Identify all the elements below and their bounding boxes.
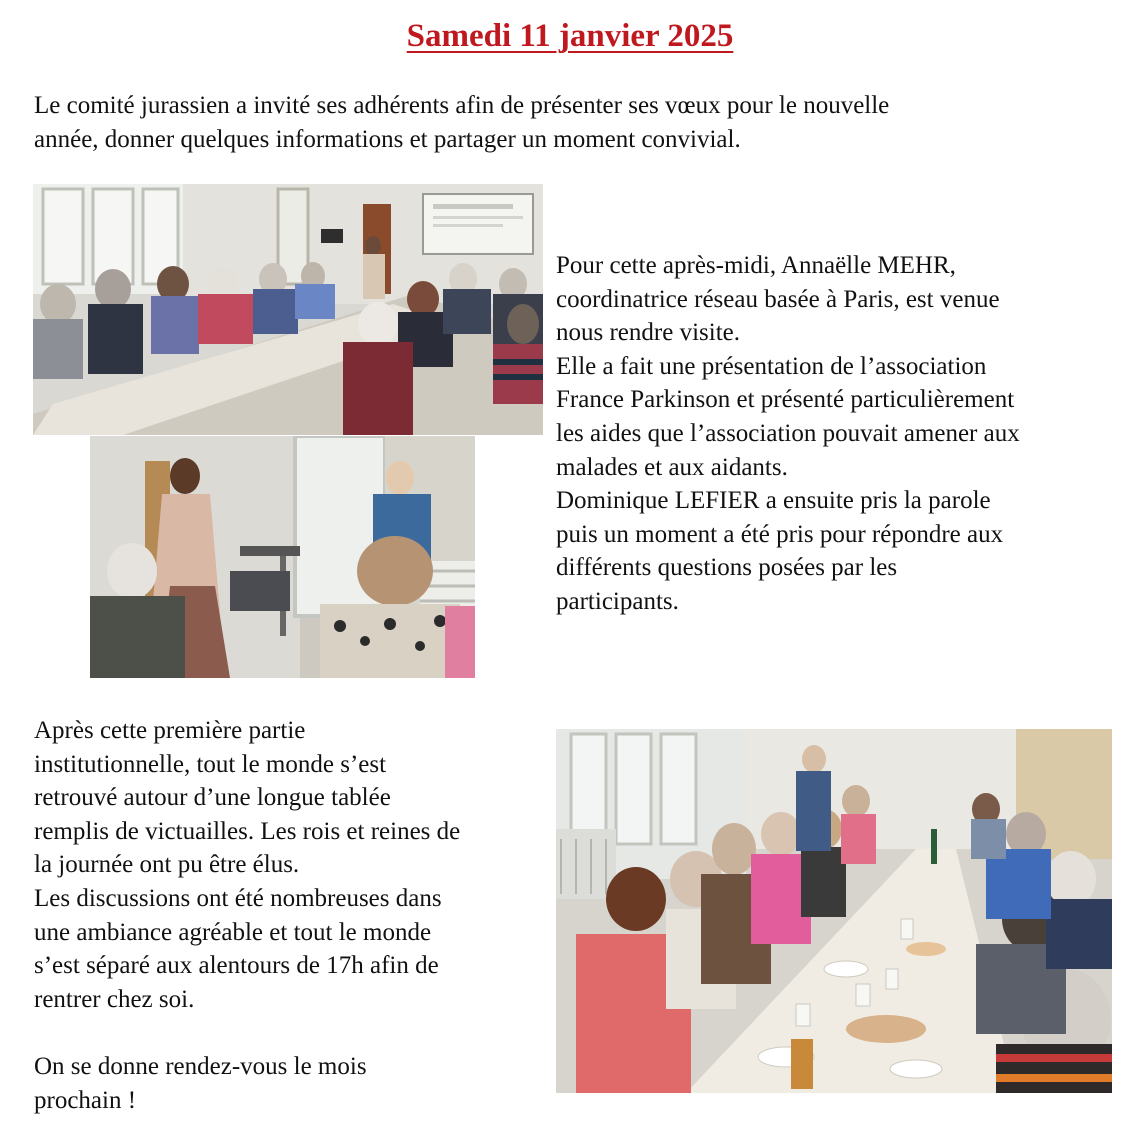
text-line: Après cette première partie xyxy=(34,717,306,744)
text-line: nous rendre visite. xyxy=(556,319,740,347)
meeting-room-photo xyxy=(33,184,543,435)
meal-paragraph xyxy=(34,714,539,1117)
intro-line: Le comité jurassien a invité ses adhérents afin de présenter ses vœux pour le nouvelle xyxy=(34,92,890,119)
intro-line: année, donner quelques informations et partager un moment convivial. xyxy=(34,125,741,153)
text-line: Dominique LEFIER a ensuite pris la parole xyxy=(556,487,991,515)
closing-line: On se donne rendez-vous le mois xyxy=(34,1052,367,1080)
text-line: rentrer chez soi. xyxy=(34,985,195,1013)
text-line: différents questions posées par les xyxy=(556,554,898,582)
page-title: Samedi 11 janvier 2025 xyxy=(406,18,734,54)
intro-paragraph xyxy=(34,89,1114,156)
paragraph-gap xyxy=(34,1016,539,1050)
text-line: Elle a fait une présentation de l’association xyxy=(556,352,987,380)
closing-line: prochain ! xyxy=(34,1086,137,1114)
text-line: les aides que l’association pouvait amener aux xyxy=(556,419,1020,447)
text-line: la journée ont pu être élus. xyxy=(34,851,300,879)
text-line: coordinatrice réseau basée à Paris, est venue xyxy=(556,285,1000,313)
text-line: France Parkinson et présenté particulièrement xyxy=(556,386,1015,414)
presentation-photo xyxy=(90,436,475,678)
text-line: malades et aux aidants. xyxy=(556,453,788,481)
convivial-meal-photo xyxy=(556,729,1112,1093)
text-line: remplis de victuailles. Les rois et reines de xyxy=(34,817,461,845)
text-line: Les discussions ont été nombreuses dans xyxy=(34,884,442,912)
text-line: Pour cette après-midi, Annaëlle MEHR, xyxy=(556,252,956,279)
text-line: s’est séparé aux alentours de 17h afin de xyxy=(34,952,439,980)
text-line: institutionnelle, tout le monde s’est xyxy=(34,750,387,778)
text-line: une ambiance agréable et tout le monde xyxy=(34,918,432,946)
text-line: participants. xyxy=(556,587,679,615)
presentation-paragraph xyxy=(556,249,1116,619)
text-line: puis un moment a été pris pour répondre aux xyxy=(556,520,1004,548)
text-line: retrouvé autour d’une longue tablée xyxy=(34,784,391,812)
